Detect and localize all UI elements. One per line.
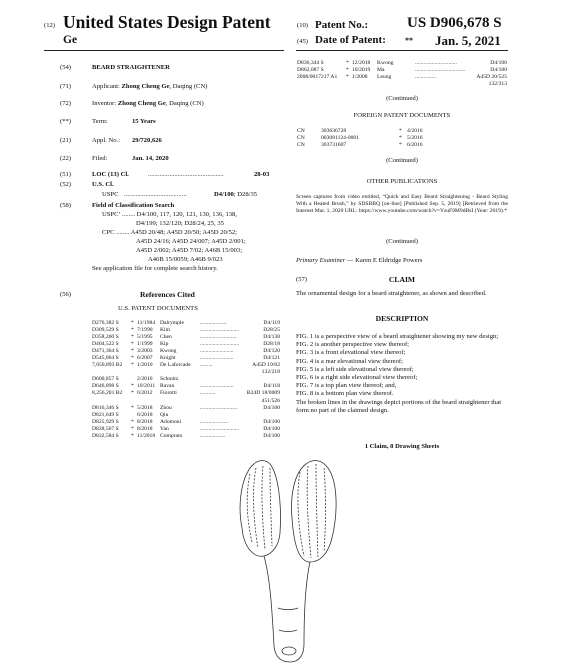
examiner-name: — Karen E Eldridge Powers <box>345 257 423 264</box>
filed-value: Jan. 14, 2020 <box>132 155 169 162</box>
continued-3: (Continued) <box>386 238 418 245</box>
reference-no: D600,857 S <box>92 376 119 383</box>
reference-star: * <box>131 341 134 348</box>
reference-date: 1/2008 <box>352 74 368 81</box>
reference-date: 10/2011 <box>137 383 156 390</box>
inventor-short: Ge <box>63 34 78 46</box>
reference-name: Kwong <box>160 348 177 355</box>
reference-row <box>92 433 280 440</box>
reference-name: Ravan <box>160 383 175 390</box>
reference-no: D825,929 S <box>92 418 119 425</box>
applicant-name: Zhong Cheng Ge <box>121 83 170 90</box>
description-heading: DESCRIPTION <box>375 314 429 323</box>
reference-dots: .......................... <box>200 334 237 341</box>
reference-cls: A45D 20/525 <box>476 74 507 81</box>
reference-row <box>297 60 507 67</box>
reference-name: Zhou <box>160 404 172 411</box>
reference-name: Qiu <box>160 411 169 418</box>
reference-name: Chen <box>160 334 172 341</box>
broken-lines-note: The broken lines in the drawings depict portions of the beard straightener that form no part of the claimed design. <box>296 398 502 414</box>
reference-star: * <box>131 320 134 326</box>
reference-no: D646,898 S <box>92 383 119 390</box>
uspc-rest: ; D28/35 <box>233 191 258 198</box>
reference-row <box>92 376 280 383</box>
reference-dots: ........................ <box>200 383 234 390</box>
reference-cc: CN <box>297 135 305 142</box>
reference-cls: 451/526 <box>261 397 280 404</box>
reference-star: * <box>346 74 349 81</box>
reference-cls: D4/120 <box>263 348 280 355</box>
handle-outline <box>264 556 310 662</box>
term-label: Term: <box>92 118 108 125</box>
reference-name: Kim <box>160 327 170 334</box>
reference-row <box>297 74 507 81</box>
right-bristle-column-1 <box>298 472 304 556</box>
reference-dots: .............................. <box>415 60 457 66</box>
continued-1: (Continued) <box>386 95 418 102</box>
other-publications-heading: OTHER PUBLICATIONS <box>366 178 438 185</box>
reference-star: * <box>131 404 134 411</box>
reference-no: D836,344 S <box>297 60 324 66</box>
reference-star: * <box>131 362 134 369</box>
us-patent-table <box>92 320 280 440</box>
fig-3-description: FIG. 3 is a front elevational view thereof; <box>296 349 406 357</box>
reference-dots: ......... <box>200 362 213 369</box>
right-bristle-column-3 <box>316 464 318 558</box>
reference-row <box>297 142 507 149</box>
search-line-3: CPC ........ A45D 20/48; A45D 20/50; A45D 20/52; <box>102 229 238 236</box>
term-value: 15 Years <box>132 118 156 125</box>
code-52: (52) <box>60 181 71 188</box>
fig-6-description: FIG. 6 is a right side elevational view thereof; <box>296 374 418 382</box>
reference-cls: D28/25 <box>263 327 280 334</box>
left-brush-head-outline <box>240 461 280 557</box>
reference-cls: D4/100 <box>263 418 280 425</box>
uspc-dots: ...................................... <box>124 191 187 198</box>
header-rule-left <box>44 50 284 51</box>
handle-grip-line <box>279 630 297 632</box>
reference-no: 2008/0017217 A1 <box>297 74 338 81</box>
inventor-name: Zhong Cheng Ge <box>117 100 166 107</box>
code-57: (57) <box>296 276 307 283</box>
reference-star: * <box>131 334 134 341</box>
other-publication-text: Screen captures from video entitled, “Quick and Easy Beard Straightening - Beard Styling With a Heated Brush,” by SDSBBQ [on-line] [Published Sep. 5, 2019] [Retrieved from the Internet Mar. 1, 2020 URL: https://www.youtube.com/watch?v=YsuF9M9dBsI (Year: 2019).* <box>296 194 508 214</box>
fig-2-description: FIG. 2 is another perspective view thereof; <box>296 341 409 349</box>
reference-row <box>92 426 280 433</box>
reference-row <box>92 320 280 327</box>
reference-date: 5/2018 <box>137 404 153 411</box>
reference-cls: D4/100 <box>490 67 507 74</box>
us-patent-docs-heading: U.S. PATENT DOCUMENTS <box>118 305 198 312</box>
handle-end-cap <box>282 647 296 655</box>
reference-date: 4/2016 <box>407 128 423 134</box>
uspc-classes <box>214 191 257 199</box>
reference-cls: D4/100 <box>263 425 280 432</box>
inventor-location: , Daqing (CN) <box>165 100 204 107</box>
reference-dots: .................. <box>200 432 226 439</box>
reference-no: D821,649 S <box>92 411 119 418</box>
reference-date: 11/1984 <box>137 320 156 326</box>
search-line-4: A45D 24/16; A45D 24/007; A45D 2/001; <box>136 238 246 245</box>
reference-date: 11/2018 <box>137 432 156 439</box>
reference-dots: ................... <box>200 320 227 326</box>
reference-name: Leung <box>377 74 392 81</box>
reference-no: D404,522 S <box>92 341 119 348</box>
reference-cls: D4/121 <box>263 355 280 362</box>
reference-date: 6/2016 <box>407 142 423 149</box>
reference-no: D358,260 S <box>92 334 119 341</box>
reference-cls: D4/100 <box>490 60 507 66</box>
fig-5-description: FIG. 5 is a left side elevational view thereof; <box>296 365 414 373</box>
reference-date: 1/2010 <box>137 362 153 369</box>
reference-star: * <box>131 390 134 397</box>
reference-star: * <box>131 327 134 334</box>
reference-dots: ............................ <box>200 341 240 348</box>
reference-date: 5/1995 <box>137 334 153 341</box>
search-history-note: See application file for complete search history. <box>92 265 218 272</box>
reference-cls: D4/138 <box>263 334 280 341</box>
reference-row <box>92 419 280 426</box>
reference-dots: ........................... <box>200 404 238 411</box>
reference-star: * <box>131 432 134 439</box>
code-71: (71) <box>60 83 71 90</box>
reference-date: 2/2010 <box>137 376 153 383</box>
reference-dots: .................................... <box>415 67 466 74</box>
fig-1-description: FIG. 1 is a perspective view of a beard straightener showing my new design; <box>296 333 499 340</box>
reference-star: * <box>399 135 402 142</box>
filed-label: Filed: <box>92 155 108 162</box>
reference-cc: CN <box>297 142 305 149</box>
reference-star: * <box>346 67 349 74</box>
reference-row <box>297 128 507 135</box>
left-bristle-column-3 <box>262 466 265 550</box>
reference-date: 3/2003 <box>137 348 153 355</box>
reference-star: * <box>399 128 402 134</box>
reference-row <box>92 398 280 405</box>
code-45: (45) <box>297 38 308 45</box>
reference-row <box>92 341 280 348</box>
applicant-label: Applicant: <box>92 83 120 90</box>
document-title: United States Design Patent <box>63 12 271 32</box>
claim-text: The ornamental design for a beard straightener, as shown and described. <box>296 290 487 297</box>
reference-no: D471,364 S <box>92 348 119 355</box>
description-list <box>296 333 508 415</box>
code-56: (56) <box>60 291 71 298</box>
uspc-main: D4/100 <box>214 191 234 198</box>
reference-row <box>92 334 280 341</box>
reference-cc: CN <box>297 128 305 134</box>
loc-label: LOC (13) Cl. <box>92 171 129 178</box>
reference-date: 8/2018 <box>137 425 153 432</box>
applicant-location: , Daqing (CN) <box>169 83 208 90</box>
reference-star: * <box>131 418 134 425</box>
reference-name: Yan <box>160 425 169 432</box>
continued-2: (Continued) <box>386 157 418 164</box>
reference-no: 7,650,893 B2 <box>92 362 123 369</box>
patent-no-label: Patent No.: <box>315 19 369 31</box>
reference-row <box>297 67 507 74</box>
applicant-field <box>92 83 207 91</box>
fig-4-description: FIG. 4 is a rear elevational view thereof; <box>296 357 403 365</box>
claim-heading: CLAIM <box>388 275 416 284</box>
reference-row <box>92 412 280 419</box>
loc-value: 28-03 <box>254 171 270 178</box>
examiner-label: Primary Examiner <box>296 257 346 264</box>
date-label: Date of Patent: <box>315 34 386 46</box>
reference-dots: ........... <box>200 390 216 397</box>
reference-dots: ............................ <box>200 425 240 432</box>
reference-no: D832,584 S <box>92 432 119 439</box>
reference-name: Adomoni <box>160 418 182 425</box>
reference-dots: ........................ <box>200 348 234 355</box>
inventor-label: Inventor: <box>92 100 117 107</box>
reference-dots: ............... <box>415 74 436 81</box>
uspc-label: USPC <box>102 191 119 198</box>
reference-row <box>297 81 507 88</box>
reference-date: 5/2016 <box>407 135 423 142</box>
reference-date: 12/2018 <box>352 60 371 66</box>
right-bristle-column-2 <box>307 466 311 558</box>
reference-date: 6/2018 <box>137 411 153 418</box>
search-line-1: USPC’ ........ D4/100, 117, 120, 121, 130, 136, 138, <box>102 211 237 218</box>
fig-8-description: FIG. 8 is a bottom plan view thereof. <box>296 390 394 398</box>
code-22: (22) <box>60 155 71 162</box>
reference-no: 003081124-0001 <box>321 135 360 142</box>
reference-name: Dalrymple <box>160 320 184 326</box>
patent-number: US D906,678 S <box>407 15 502 31</box>
reference-dots: ............................ <box>200 327 240 334</box>
reference-no: D816,346 S <box>92 404 119 411</box>
claims-count: 1 Claim, 8 Drawing Sheets <box>364 443 440 450</box>
reference-no: D309,529 S <box>92 327 119 334</box>
design-title: BEARD STRAIGHTENER <box>92 64 170 71</box>
reference-row <box>92 327 280 334</box>
patent-date: Jan. 5, 2021 <box>435 33 501 48</box>
reference-star: * <box>131 348 134 355</box>
reference-cls: A45D 19/02 <box>252 362 280 369</box>
code-10: (10) <box>297 22 308 29</box>
reference-no: 303636728 <box>321 128 347 134</box>
search-field-label: Field of Classification Search <box>92 202 175 209</box>
appl-no-value: 29/720,626 <box>132 137 162 144</box>
reference-cls: D4/100 <box>263 432 280 439</box>
reference-date: 6/2012 <box>137 390 153 397</box>
code-51: (51) <box>60 171 71 178</box>
reference-date: 1/1999 <box>137 341 153 348</box>
header-rule-right <box>296 50 508 51</box>
reference-no: D862,087 S <box>297 67 324 74</box>
reference-cls: D4/119 <box>263 320 280 326</box>
reference-name: Comprato <box>160 432 183 439</box>
handle-band <box>278 608 298 610</box>
reference-no: 303731607 <box>321 142 347 149</box>
reference-row <box>92 369 280 376</box>
reference-row <box>92 390 280 397</box>
reference-row <box>92 362 280 369</box>
code-72: (72) <box>60 100 71 107</box>
reference-name: De Laforcade <box>160 362 191 369</box>
reference-name: Knight <box>160 355 176 362</box>
reference-row <box>92 405 280 412</box>
primary-examiner <box>296 257 422 265</box>
search-line-6: A46B 15/0059; A46B 9/023 <box>148 256 223 263</box>
reference-star: * <box>131 425 134 432</box>
left-bristle-column-2 <box>254 468 258 548</box>
search-line-5: A45D 2/002; A45D 7/02; A46B 15/003; <box>136 247 243 254</box>
reference-star: * <box>131 383 134 390</box>
reference-cls: B24D 18/0009 <box>246 390 280 397</box>
reference-name: Kwong <box>377 60 394 66</box>
reference-star: * <box>346 60 349 66</box>
code-term: (**) <box>60 118 71 125</box>
date-marker: ** <box>405 36 413 45</box>
reference-name: Fiorotti <box>160 390 177 397</box>
reference-no: D545,064 S <box>92 355 119 362</box>
left-bristle-column-1 <box>247 474 252 542</box>
loc-dots: .............................................. <box>148 171 224 178</box>
references-cited-heading: References Cited <box>140 290 195 299</box>
reference-date: 6/2007 <box>137 355 153 362</box>
reference-dots: ........................ <box>200 355 234 362</box>
search-line-2: D4/199; 132/120; D28/24, 25, 35 <box>136 220 224 227</box>
reference-star: * <box>399 142 402 149</box>
fig-7-description: FIG. 7 is a top plan view thereof; and, <box>296 382 397 390</box>
appl-no-label: Appl. No.: <box>92 137 121 144</box>
reference-cls: 132/313 <box>488 81 507 88</box>
reference-dots: .................... <box>200 418 228 425</box>
left-bristle-column-4 <box>270 468 272 546</box>
reference-cls: D4/118 <box>263 383 280 390</box>
reference-date: 7/1990 <box>137 327 153 334</box>
reference-name: Schmitz <box>160 376 179 383</box>
right-bristle-column-4 <box>324 468 326 552</box>
reference-star: * <box>131 355 134 362</box>
reference-row <box>92 348 280 355</box>
reference-no: 8,256,201 B2 <box>92 390 123 397</box>
code-21: (21) <box>60 137 71 144</box>
reference-no: D276,382 S <box>92 320 119 326</box>
reference-date: 8/2018 <box>137 418 153 425</box>
reference-cls: 132/218 <box>261 369 280 376</box>
reference-name: Kip <box>160 341 169 348</box>
us-cl-label: U.S. Cl. <box>92 181 114 188</box>
reference-no: D828,567 S <box>92 425 119 432</box>
beard-straightener-drawing <box>232 458 350 664</box>
code-12: (12) <box>44 22 55 29</box>
foreign-patent-table <box>297 128 507 149</box>
reference-name: Ma <box>377 67 385 74</box>
reference-cls: D28/18 <box>263 341 280 348</box>
code-54: (54) <box>60 64 71 71</box>
reference-row <box>92 383 280 390</box>
code-58: (58) <box>60 202 71 209</box>
reference-row <box>297 135 507 142</box>
foreign-docs-heading: FOREIGN PATENT DOCUMENTS <box>353 112 451 119</box>
reference-cls: D4/100 <box>263 404 280 411</box>
reference-date: 10/2019 <box>352 67 371 74</box>
us-patent-table-continued <box>297 60 507 88</box>
inventor-field <box>92 100 204 108</box>
